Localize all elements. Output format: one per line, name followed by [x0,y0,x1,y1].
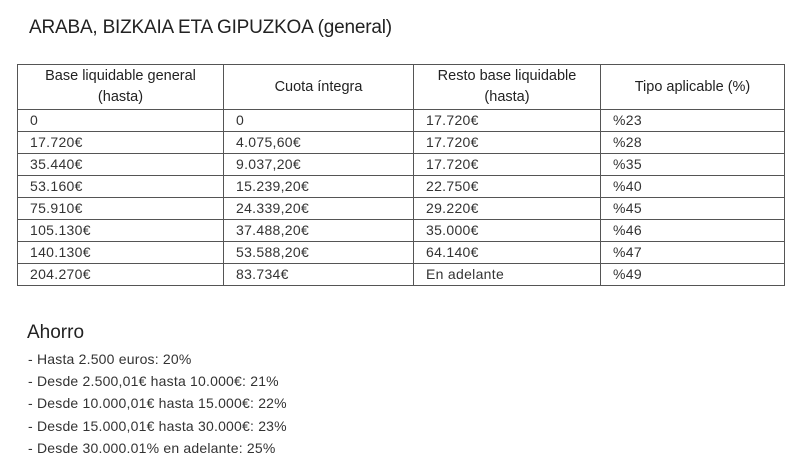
table-row [18,154,785,176]
cell-resto: 64.140€ [414,242,601,264]
cell-cuota: 53.588,20€ [224,242,414,264]
cell-tipo: %46 [601,220,785,242]
header-cuota-integra-label: Cuota íntegra [274,78,363,95]
cell-tipo: %49 [601,264,785,286]
cell-tipo: %23 [601,110,785,132]
header-resto-base-line2: (hasta) [484,89,530,105]
cell-resto: 22.750€ [414,176,601,198]
list-item: - Desde 2.500,01€ hasta 10.000€: 21% [28,373,279,390]
cell-resto: 35.000€ [414,220,601,242]
list-item: - Desde 15.000,01€ hasta 30.000€: 23% [28,417,287,434]
cell-tipo: %40 [601,176,785,198]
header-base-liquidable-line1: Base liquidable general [45,68,196,84]
cell-tipo: %45 [601,198,785,220]
header-tipo-aplicable-label: Tipo aplicable (%) [634,78,751,95]
cell-resto: 29.220€ [414,198,601,220]
cell-resto: En adelante [414,264,601,286]
cell-tipo: %47 [601,242,785,264]
table-row [18,110,785,132]
cell-tipo: %35 [601,154,785,176]
cell-base: 53.160€ [18,176,224,198]
ahorro-rates-list [28,348,287,459]
cell-cuota: 15.239,20€ [224,176,414,198]
cell-tipo: %28 [601,132,785,154]
header-resto-base [414,65,601,110]
header-base-liquidable [18,65,224,110]
cell-cuota: 4.075,60€ [224,132,414,154]
cell-base: 75.910€ [18,198,224,220]
table-row [18,176,785,198]
list-item: - Desde 30.000.01% en adelante: 25% [28,439,276,456]
cell-base: 204.270€ [18,264,224,286]
cell-base: 105.130€ [18,220,224,242]
tax-bracket-table [17,64,785,286]
list-item: - Desde 10.000,01€ hasta 15.000€: 22% [28,395,287,412]
cell-resto: 17.720€ [414,154,601,176]
cell-base: 140.130€ [18,242,224,264]
table-row [18,198,785,220]
table-header-row [18,65,785,110]
table-row [18,132,785,154]
table-row [18,242,785,264]
cell-base: 0 [18,110,224,132]
cell-cuota: 9.037,20€ [224,154,414,176]
cell-cuota: 24.339,20€ [224,198,414,220]
header-cuota-integra [224,65,414,110]
cell-cuota: 83.734€ [224,264,414,286]
table-row [18,220,785,242]
page-title: ARABA, BIZKAIA ETA GIPUZKOA (general) [29,17,392,38]
cell-base: 35.440€ [18,154,224,176]
header-tipo-aplicable [601,65,785,110]
cell-base: 17.720€ [18,132,224,154]
cell-resto: 17.720€ [414,132,601,154]
table-row [18,264,785,286]
ahorro-heading: Ahorro [27,322,85,343]
cell-cuota: 37.488,20€ [224,220,414,242]
header-base-liquidable-line2: (hasta) [97,89,144,105]
cell-resto: 17.720€ [414,110,601,132]
cell-cuota: 0 [224,110,414,132]
list-item: - Hasta 2.500 euros: 20% [28,351,192,367]
header-resto-base-line1: Resto base liquidable [437,68,577,84]
